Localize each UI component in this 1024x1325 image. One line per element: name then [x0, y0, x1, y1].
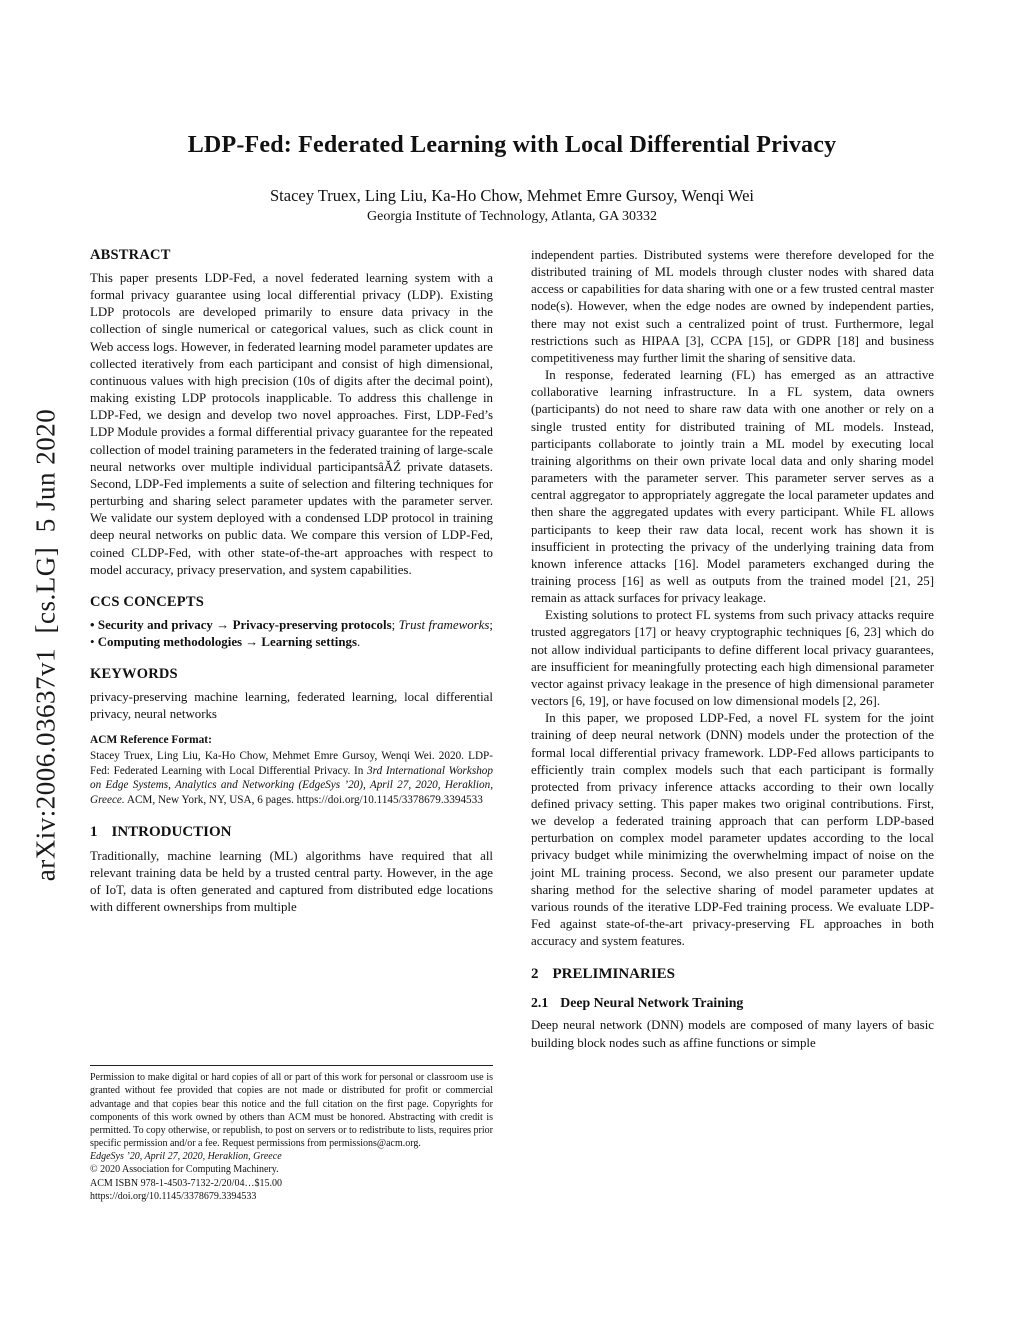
footnote-copyright: © 2020 Association for Computing Machinery. — [90, 1164, 279, 1176]
affiliation: Georgia Institute of Technology, Atlanta, GA 30332 — [367, 209, 657, 224]
abstract-body: This paper presents LDP-Fed, a novel federated learning system with a formal privacy guarantee using local differential privacy (LDP). Existing LDP protocols are developed primarily to ensure data privacy in the collection of single numerical or categorical values, such as click count in Web access logs. However, in federated learning model parameter updates are collected iteratively from each participant and consist of high dimensional, continuous values with high precision (10s of digits after the decimal point), making existing LDP protocols inapplicable. To address this challenge in LDP-Fed, we design and develop two novel approaches. First, LDP-Fed’s LDP Module provides a formal differential privacy guarantee for the repeated collection of model training parameters in the federated training of large-scale neural networks over multiple individual participantsâĂŹ private datasets. Second, LDP-Fed implements a suite of selection and filtering techniques for perturbing and sharing select parameter updates with the parameter server. We validate our system deployed with a condensed LDP protocol in training deep neural networks on public data. We compare this version of LDP-Fed, coined CLDP-Fed, with other state-of-the-art approaches with respect to model accuracy, privacy preservation, and system capabilities. — [90, 271, 493, 577]
footnote-isbn: ACM ISBN 978-1-4503-7132-2/20/04…$15.00 — [90, 1177, 282, 1189]
introduction-paragraph: In this paper, we proposed LDP-Fed, a novel FL system for the joint training of deep neural network (DNN) models under the protection of the formal local differential privacy framework. LDP-Fed allows participants to efficiently train complex models such that each participant is formally protected from privacy inference attacks according to their own locally defined privacy setting. This paper makes two original contributions. First, we develop a federated training approach that can perform LDP-based perturbation on complex model parameter updates according to the local privacy budget while minimizing the overwhelming impact of noise on the joint ML training process. Second, we also present our parameter update sharing method for the selective sharing of model parameter updates at various rounds of the iterative LDP-Fed training process. We evaluate LDP-Fed against state-of-the-art privacy-preserving FL approaches in both accuracy and system features. — [531, 711, 934, 949]
section-number: 2 — [531, 966, 539, 983]
ccs-trust-frameworks: Trust frameworks — [398, 617, 490, 632]
preliminaries-paragraph: Deep neural network (DNN) models are composed of many layers of basic building block nodes such as affine functions or simple — [531, 1018, 934, 1050]
section-title: PRELIMINARIES — [552, 966, 676, 983]
acm-ref-label: ACM Reference Format: — [90, 734, 212, 747]
subsection-title: Deep Neural Network Training — [560, 995, 744, 1011]
ccs-period: . — [357, 634, 361, 649]
acm-ref-text-2: ACM, New York, NY, USA, 6 pages. — [124, 793, 297, 806]
acm-ref-venue: 3rd International Workshop on Edge Systems, Analytics and Networking (EdgeSys ’20), April 27, 2020, Heraklion, Greece. — [90, 764, 493, 806]
acm-reference-format — [90, 733, 493, 807]
two-column-body — [90, 247, 934, 1203]
copyright-footnote — [90, 1065, 493, 1203]
footnote-doi-link: https://doi.org/10.1145/3378679.3394533 — [90, 1190, 257, 1202]
section-title: INTRODUCTION — [111, 823, 232, 840]
author-list: Stacey Truex, Ling Liu, Ka-Ho Chow, Mehmet Emre Gursoy, Wenqi Wei — [269, 186, 755, 205]
preliminaries-heading — [531, 966, 934, 983]
acm-ref-text: Stacey Truex, Ling Liu, Ka-Ho Chow, Mehmet Emre Gursoy, Wenqi Wei. 2020. LDP-Fed: Federated Learning with Local Differential Privacy. In — [90, 750, 493, 777]
introduction-paragraph: Traditionally, machine learning (ML) algorithms have required that all relevant training data be held by a trusted central party. However, in the age of IoT, data is often generated and captured from distributed edge locations with different ownerships from multiple — [90, 848, 493, 914]
left-column — [90, 247, 493, 1203]
section-number: 1 — [90, 823, 98, 840]
footnote-venue: EdgeSys ’20, April 27, 2020, Heraklion, Greece — [90, 1151, 282, 1163]
ccs-concept-security: • Security and privacy → Privacy-preserving protocols — [90, 617, 392, 632]
permission-notice: Permission to make digital or hard copies of all or part of this work for personal or classroom use is granted without fee provided that copies are not made or distributed for profit or commercial advantage and that copies bear this notice and the full citation on the first page. Copyrights for components of this work owned by others than ACM must be honored. Abstracting with credit is permitted. To copy otherwise, or republish, to post on servers or to redistribute to lists, requires prior specific permission and/or a fee. Request permissions from permissions@acm.org. — [90, 1072, 493, 1150]
ccs-separator: ; — [391, 617, 399, 632]
ccs-body — [90, 617, 493, 651]
keywords-heading: KEYWORDS — [90, 666, 178, 683]
paper-content — [90, 0, 934, 1203]
arxiv-watermark: arXiv:2006.03637v1 [cs.LG] 5 Jun 2020 — [30, 408, 61, 882]
abstract-heading: ABSTRACT — [90, 247, 171, 263]
introduction-paragraph-continued: independent parties. Distributed systems were therefore developed for the distributed training of ML models through cluster nodes with shared data access or capabilities for data sharing with one or a few trusted central master node(s). However, when the edge nodes are owned by independent parties, there may not exist such a centralized point of trust. Furthermore, legal restrictions such as HIPAA [3], CCPA [15], or GDPR [18] and business competitiveness may further limit the sharing of sensitive data. — [531, 248, 934, 365]
introduction-paragraph: Existing solutions to protect FL systems from such privacy attacks require trusted aggregators [17] or heavy cryptographic techniques [6, 23] which do not allow individual participants to define different local privacy guarantees, are insufficient for meaningfully protecting each high dimensional parameter vector against privacy leakage in the presence of high dimensional parameter vectors [6, 19], or have focused on low dimensional models [2, 26]. — [531, 608, 934, 709]
keywords-body: privacy-preserving machine learning, federated learning, local differential privacy, neural networks — [90, 690, 493, 722]
ccs-separator-2: ; • — [90, 617, 493, 649]
dnn-training-subheading — [531, 995, 934, 1011]
ccs-concept-computing: Computing methodologies → Learning settings — [97, 634, 358, 649]
paper-title: LDP-Fed: Federated Learning with Local Differential Privacy — [187, 132, 837, 158]
right-column — [531, 247, 934, 1203]
ccs-heading: CCS CONCEPTS — [90, 593, 204, 610]
acm-ref-doi-link: https://doi.org/10.1145/3378679.3394533 — [296, 793, 483, 806]
introduction-heading — [90, 824, 493, 841]
subsection-number: 2.1 — [531, 995, 549, 1011]
introduction-paragraph: In response, federated learning (FL) has emerged as an attractive collaborative learning infrastructure. In a FL system, data owners (participants) do not need to share raw data with one another or rely on a single trusted entity for distributed training of ML models. Instead, participants collaborate to jointly train a ML model by executing local training algorithms on their own private local data and only sharing model parameters with the parameter server. This parameter server serves as a central aggregator to appropriately aggregate the local parameter updates and then share the aggregated updates with every participant. While FL allows participants to keep their raw data local, recent work has shown it is insufficient in protecting the privacy of the underlying training data from known inference attacks [16]. Model parameters exchanged during the training process [16] as well as outputs from the trained model [21, 25] remain as attack surfaces for privacy leakage. — [531, 368, 934, 606]
